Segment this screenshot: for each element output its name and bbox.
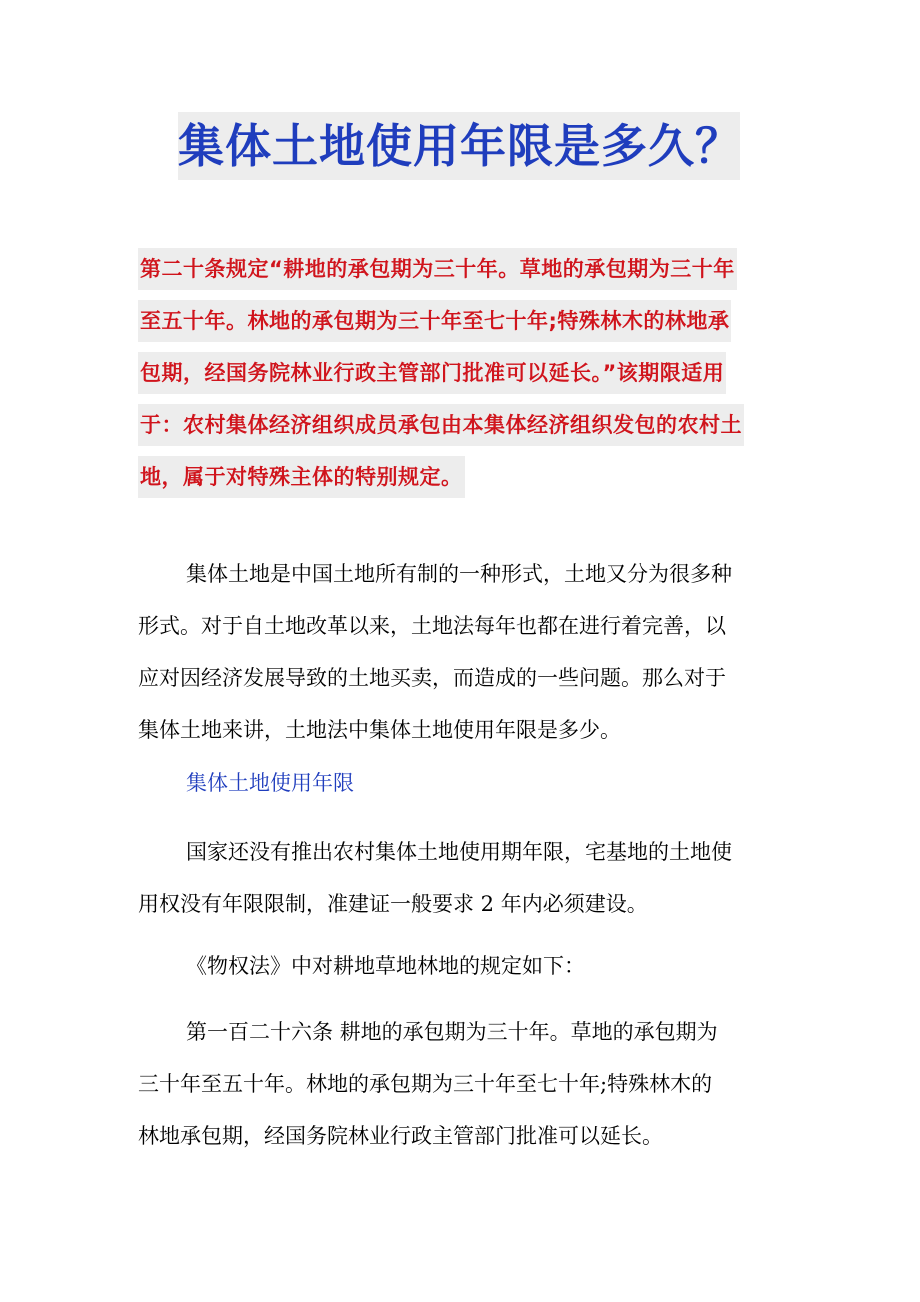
usage-term-paragraph <box>138 826 788 930</box>
paragraph-line: 林地承包期，经国务院林业行政主管部门批准可以延长。 <box>138 1124 663 1148</box>
title-highlight <box>178 112 740 180</box>
paragraph-line: 用权没有年限限制，准建证一般要求 2 年内必须建设。 <box>138 892 648 916</box>
paragraph-line <box>138 826 788 878</box>
highlight-line-text: 至五十年。林地的承包期为三十年至七十年;特殊林木的林地承 <box>138 300 731 342</box>
paragraph-line-text: 集体土地是中国土地所有制的一种形式，土地又分为很多种 <box>186 562 732 586</box>
paragraph-line <box>138 548 788 600</box>
paragraph-line: 三十年至五十年。林地的承包期为三十年至七十年;特殊林木的 <box>138 1072 713 1096</box>
paragraph-line-text: 第一百二十六条 耕地的承包期为三十年。草地的承包期为 <box>186 1020 718 1044</box>
paragraph-line-text: 《物权法》中对耕地草地林地的规定如下： <box>186 954 585 978</box>
highlight-line-text: 于：农村集体经济组织成员承包由本集体经济组织发包的农村土 <box>138 404 744 446</box>
article-126-paragraph <box>138 1006 788 1162</box>
highlight-line-text: 地，属于对特殊主体的特别规定。 <box>138 456 465 498</box>
paragraph-line: 集体土地来讲，土地法中集体土地使用年限是多少。 <box>138 718 621 742</box>
paragraph-line <box>138 940 788 992</box>
paragraph-line-text: 国家还没有推出农村集体土地使用期年限，宅基地的土地使 <box>186 840 732 864</box>
section-heading: 集体土地使用年限 <box>186 771 354 795</box>
highlighted-article-quote <box>138 248 784 508</box>
intro-paragraph <box>138 548 788 756</box>
paragraph-line: 应对因经济发展导致的土地买卖，而造成的一些问题。那么对于 <box>138 666 726 690</box>
highlight-line <box>138 404 784 456</box>
highlight-line <box>138 456 784 508</box>
highlight-line <box>138 300 784 352</box>
property-law-intro <box>138 940 788 992</box>
page-title: 集体土地使用年限是多久？ <box>178 119 742 173</box>
highlight-line <box>138 248 784 300</box>
highlight-line-text: 包期，经国务院林业行政主管部门批准可以延长。”该期限适用 <box>138 352 726 394</box>
highlight-line <box>138 352 784 404</box>
paragraph-line <box>138 1006 788 1058</box>
highlight-line-text: 第二十条规定“耕地的承包期为三十年。草地的承包期为三十年 <box>138 248 737 290</box>
paragraph-line: 形式。对于自土地改革以来，土地法每年也都在进行着完善，以 <box>138 614 726 638</box>
